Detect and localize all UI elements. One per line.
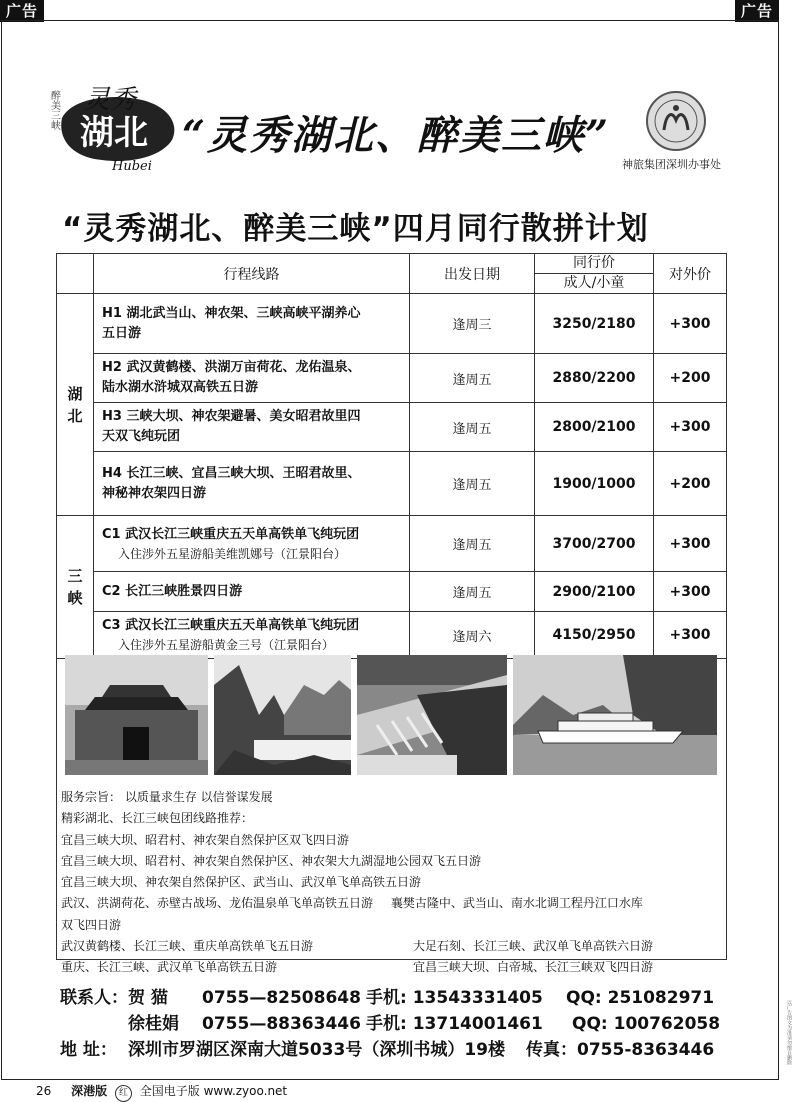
retail-price-cell: +300: [654, 294, 727, 354]
date-cell: 逢周五: [410, 516, 535, 572]
side-note: 以广告图文为准请勿擅自删除: [786, 1000, 792, 1065]
edition-label: 深港版: [71, 1084, 108, 1098]
table-row: [57, 294, 727, 354]
route-cell: H2 武汉黄鹤楼、洪湖万亩荷花、龙佑温泉、 陆水湖水浒城双高铁五日游: [94, 354, 410, 403]
address: 深圳市罗湖区深南大道5033号（深圳书城）19楼: [128, 1040, 505, 1060]
date-cell: 逢周五: [410, 354, 535, 403]
logo-latin-text: Hubei: [112, 159, 152, 174]
table-row: [57, 354, 727, 403]
retail-price-cell: +300: [654, 403, 727, 452]
logo-main-text: 湖北: [80, 113, 148, 153]
list-item: 宜昌三峡大坝、昭君村、神农架自然保护区双飞四日游: [61, 832, 350, 847]
list-item: [61, 957, 721, 978]
list-item-left: 武汉黄鹤楼、长江三峡、重庆单高铁单飞五日游: [61, 939, 314, 954]
route-title: C1 武汉长江三峡重庆五天单高铁单飞纯玩团: [102, 526, 360, 542]
retail-price-cell: +200: [654, 354, 727, 403]
ad-tag-left: 广告: [0, 0, 44, 22]
contact-tel-2: 0755—88363446: [202, 1014, 361, 1034]
edition-badge-icon: 红: [115, 1085, 132, 1102]
contact-qq-1: QQ: 251082971: [566, 988, 715, 1008]
date-cell: 逢周五: [410, 403, 535, 452]
retail-price-cell: +300: [654, 612, 727, 659]
list-item-right: 大足石刻、长江三峡、武汉单飞单高铁六日游: [413, 939, 654, 954]
contact-mobile-1: 手机: 13543331405: [366, 988, 543, 1008]
list-item-right: 宜昌三峡大坝、白帝城、长江三峡双飞四日游: [413, 960, 654, 975]
mountain-landscape-photo: [214, 655, 351, 775]
route-cell: [94, 516, 410, 572]
peer-price-cell: 2900/2100: [535, 572, 654, 612]
contact-row-1: [60, 985, 760, 1011]
page-footer: [36, 1082, 287, 1102]
list-item-left: 武汉、洪湖荷花、赤壁古战场、龙佑温泉单飞单高铁五日游: [61, 896, 374, 911]
retail-price-cell: +300: [654, 572, 727, 612]
contact-block: [60, 985, 760, 1063]
list-item: 宜昌三峡大坝、神农架自然保护区、武当山、武汉单飞单高铁五日游: [61, 875, 422, 890]
contact-row-3: [60, 1037, 760, 1063]
service-motto: 服务宗旨： 以质量求生存 以信誉谋发展: [61, 790, 273, 804]
peer-price-cell: 2800/2100: [535, 403, 654, 452]
route-cell: C2 长江三峡胜景四日游: [94, 572, 410, 612]
table-row: [57, 452, 727, 516]
slogan: “灵秀湖北、醉美三峡”: [182, 112, 611, 159]
retail-price-header: 对外价: [654, 254, 727, 294]
peer-price-cell: 2880/2200: [535, 354, 654, 403]
hubei-logo: [48, 78, 182, 176]
retail-price-cell: +200: [654, 452, 727, 516]
peer-price-header-top: 同行价: [573, 255, 615, 271]
list-item: [61, 893, 721, 914]
route-cell: H4 长江三峡、宜昌三峡大坝、王昭君故里、 神秘神农架四日游: [94, 452, 410, 516]
peer-price-cell: 1900/1000: [535, 452, 654, 516]
date-cell: 逢周五: [410, 452, 535, 516]
peer-price-cell: 3700/2700: [535, 516, 654, 572]
retail-price-cell: +300: [654, 516, 727, 572]
fax: 传真：0755-8363446: [526, 1040, 715, 1060]
route-table: [56, 253, 727, 659]
cruise-ship-photo: [513, 655, 717, 775]
seal-caption: 神旅集团深圳办事处: [622, 158, 721, 171]
package-routes: [61, 787, 721, 979]
contact-row-2: [60, 1011, 760, 1037]
region-sanxia: 三 峡: [57, 516, 94, 659]
temple-gate-photo: [65, 655, 208, 775]
table-header-row: [57, 254, 727, 294]
list-item: 双飞四日游: [61, 917, 122, 932]
contact-person-1: 贺 猫: [128, 988, 168, 1008]
region-hubei: 湖 北: [57, 294, 94, 516]
route-cell: H3 三峡大坝、神农架避暑、美女昭君故里四 天双飞纯玩团: [94, 403, 410, 452]
table-row: [57, 403, 727, 452]
contact-qq-2: QQ: 100762058: [572, 1014, 721, 1034]
routes-intro: 精彩湖北、长江三峡包团线路推荐：: [61, 811, 254, 826]
peer-price-cell: 3250/2180: [535, 294, 654, 354]
website: 全国电子版 www.zyoo.net: [139, 1084, 288, 1098]
route-header: 行程线路: [94, 254, 410, 294]
ad-tag-right: 广告: [735, 0, 779, 22]
peer-price-cell: 4150/2950: [535, 612, 654, 659]
list-item: [61, 936, 721, 957]
three-gorges-dam-photo: [357, 655, 507, 775]
logo-side-text: 醉美三峡: [48, 90, 60, 130]
contact-label: 联系人：: [60, 988, 128, 1008]
date-cell: 逢周六: [410, 612, 535, 659]
address-label: 地 址：: [60, 1040, 117, 1060]
contact-person-2: 徐桂娟: [128, 1014, 179, 1034]
list-item-right: 襄樊古隆中、武当山、南水北调工程丹江口水库: [390, 896, 643, 911]
list-item: 宜昌三峡大坝、昭君村、神农架自然保护区、神农架大九湖湿地公园双飞五日游: [61, 853, 482, 868]
page-title: “灵秀湖北、醉美三峡”四月同行散拼计划: [62, 211, 649, 247]
route-subtitle: 入住涉外五星游船黄金三号（江景阳台）: [118, 638, 335, 652]
date-cell: 逢周五: [410, 572, 535, 612]
table-row: [57, 516, 727, 572]
table-row: [57, 572, 727, 612]
date-header: 出发日期: [410, 254, 535, 294]
region-header: [57, 254, 94, 294]
page-number: 26: [36, 1084, 52, 1098]
shenlv-seal-icon: [632, 90, 716, 152]
list-item-left: 重庆、长江三峡、武汉单飞单高铁五日游: [61, 960, 278, 975]
date-cell: 逢周三: [410, 294, 535, 354]
route-subtitle: 入住涉外五星游船美维凯娜号（江景阳台）: [118, 546, 347, 561]
peer-price-header-bottom: 成人/小童: [535, 273, 653, 293]
peer-price-header: [535, 254, 654, 294]
route-title: C3 武汉长江三峡重庆五天单高铁单飞纯玩团: [102, 618, 360, 633]
contact-mobile-2: 手机: 13714001461: [366, 1014, 543, 1034]
photo-and-routes-box: [56, 643, 727, 975]
logo-top-text: 灵秀: [84, 85, 137, 115]
contact-tel-1: 0755—82508648: [202, 988, 361, 1008]
route-cell: H1 湖北武当山、神农架、三峡高峡平湖养心 五日游: [94, 294, 410, 354]
